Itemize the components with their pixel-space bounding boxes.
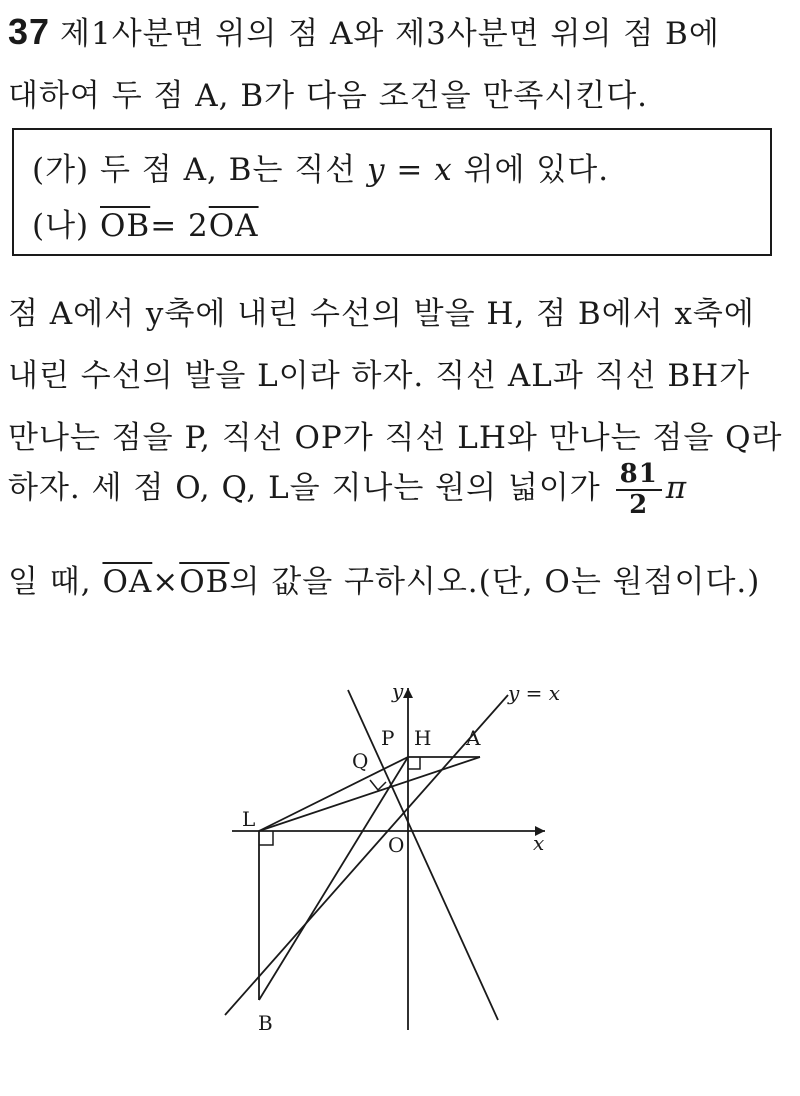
body-text-3: 만나는 점을 P, 직선 OP가 직선 LH와 만나는 점을 Q라 — [8, 420, 783, 456]
pi-symbol: π — [665, 470, 688, 507]
conditions-box — [12, 128, 772, 256]
segment-oa: $\overline{OA}$ — [102, 564, 153, 600]
body-text-5-suffix: 의 값을 구하시오.(단, O는 원점이다.) — [229, 564, 761, 600]
body-text-2: 내린 수선의 발을 L이라 하자. 직선 AL과 직선 BH가 — [8, 358, 751, 394]
area-fraction — [616, 460, 662, 519]
body-line-2 — [8, 350, 750, 395]
condition-ga-suffix: 위에 있다. — [463, 152, 610, 188]
problem-line-1 — [8, 8, 720, 53]
times-symbol: × — [152, 564, 180, 600]
condition-na-equals: = 2 — [150, 208, 209, 244]
right-angle-h — [408, 757, 420, 769]
label-point-h: H — [414, 726, 432, 750]
problem-number: 37 — [8, 11, 51, 52]
label-line-equation: y = x — [508, 681, 561, 705]
label-point-b: B — [258, 1011, 273, 1035]
body-line-4 — [8, 460, 687, 519]
body-line-3 — [8, 412, 783, 457]
condition-na-ob: $\overline{OB}$ — [100, 208, 151, 244]
label-point-q: Q — [352, 749, 369, 773]
body-line-1 — [8, 288, 755, 333]
label-point-p: P — [381, 726, 395, 750]
geometry-figure — [0, 660, 800, 1080]
right-angle-l — [259, 831, 273, 845]
body-line-5 — [8, 556, 760, 601]
segment-ob: $\overline{OB}$ — [179, 564, 230, 600]
body-text-5-prefix: 일 때, — [8, 564, 92, 600]
label-y-axis: y — [392, 679, 404, 703]
condition-na-prefix: (나) — [32, 208, 90, 244]
label-point-a: A — [466, 726, 481, 750]
condition-ga — [32, 144, 609, 189]
label-point-l: L — [242, 807, 256, 831]
label-point-o: O — [388, 833, 405, 857]
body-text-4: 하자. 세 점 O, Q, L을 지나는 원의 넓이가 — [8, 470, 601, 507]
y-axis-arrow — [403, 688, 413, 698]
condition-ga-equation: y = x — [367, 152, 453, 188]
figure-svg — [0, 660, 800, 1080]
body-text-1: 점 A에서 y축에 내린 수선의 발을 H, 점 B에서 x축에 — [8, 296, 755, 332]
condition-ga-prefix: (가) 두 점 A, B는 직선 — [32, 152, 357, 188]
fraction-denominator: 2 — [629, 489, 649, 520]
label-x-axis: x — [533, 831, 545, 855]
condition-na — [32, 200, 259, 245]
fraction-numerator: 81 — [616, 460, 662, 491]
problem-text-2: 대하여 두 점 A, B가 다음 조건을 만족시킨다. — [8, 78, 648, 114]
problem-line-2 — [8, 70, 648, 115]
problem-text-1: 제1사분면 위의 점 A와 제3사분면 위의 점 B에 — [60, 16, 720, 52]
condition-na-oa: $\overline{OA}$ — [208, 208, 259, 244]
